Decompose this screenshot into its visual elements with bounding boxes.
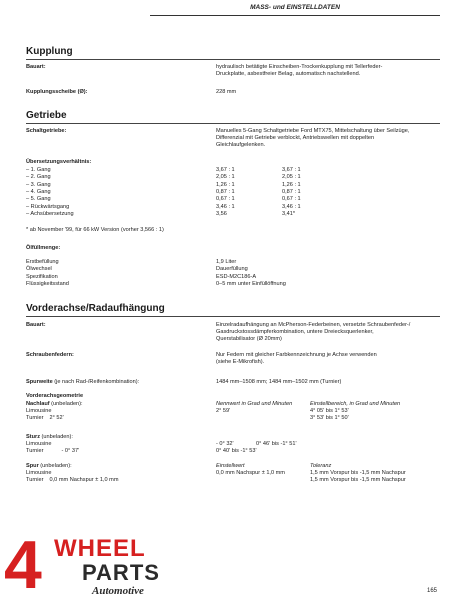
limousine-label: Limousine — [26, 408, 52, 414]
spur-limousine-einstellwert: 0,0 mm Nachspur ± 1,0 mm — [216, 470, 285, 476]
logo-wheel: WHEEL — [54, 535, 146, 562]
section-title-kupplung: Kupplung — [26, 46, 73, 57]
spur-turnier-label: Turnier 0,0 mm Nachspur ± 1,0 mm — [26, 477, 119, 483]
spur-limousine-toleranz: 1,5 mm Vorspur bis -1,5 mm Nachspur — [310, 470, 406, 476]
gear-value: 3,46 : 1 — [216, 203, 235, 210]
nachlauf-limousine-bereich: 4° 05' bis 1° 53' — [310, 408, 349, 414]
kupplung-scheibe-label: Kupplungsscheibe (Ø): — [26, 89, 88, 95]
gear-value: 1,26 : 1 — [282, 181, 301, 188]
oel-value: 0–5 mm unter Einfüllöffnung — [216, 280, 286, 287]
getriebe-bauart-value: Manuelles 5-Gang Schaltgetriebe Ford MTX75, Mittelschaltung über Seilzüge, Differenzial mit Getriebe verblockt, Antriebswellen mit doppelten Gleichlaufgelenken. — [216, 128, 410, 149]
spurweite-value: 1484 mm–1508 mm; 1484 mm–1502 mm (Turnier) — [216, 379, 342, 385]
logo-automotive: Automotive — [92, 585, 144, 597]
gear-value: 0,87 : 1 — [216, 188, 235, 195]
gear-name: – Rückwärtsgang — [26, 203, 70, 210]
gear-value: 3,46 : 1 — [282, 203, 301, 210]
section-divider — [26, 123, 440, 124]
oel-name: Erstbefüllung — [26, 259, 59, 265]
section-title-getriebe: Getriebe — [26, 110, 67, 121]
sturz-turnier-a: 0° 40' bis -1° 53' — [216, 448, 257, 454]
vorderachse-bauart-label: Bauart: — [26, 322, 46, 328]
nennwert-header: Nennwert in Grad und Minuten — [216, 401, 293, 407]
gear-footnote: * ab November '99, für 66 kW Version (vorher 3,566 : 1) — [26, 227, 164, 233]
nachlauf-turnier-bereich: 3° 53' bis 1° 50' — [310, 415, 349, 421]
oel-name: Spezifikation — [26, 273, 58, 280]
vorderachse-bauart-value: Einzelradaufhängung an McPherson-Federbeinen, versetzte Schraubenfeder-/ Gasdruckstossdämpferkombination, untere Dreiecksquerlenker, Querstabilisator (Ø 20mm) — [216, 322, 411, 343]
logo-parts: PARTS — [82, 560, 160, 585]
oel-label: Ölfüllmenge: — [26, 245, 61, 251]
header-divider — [150, 15, 440, 16]
gear-name: – 2. Gang — [26, 174, 51, 181]
spur-label: Spur (unbeladen): — [26, 463, 72, 469]
section-title-vorderachse: Vorderachse/Radaufhängung — [26, 303, 165, 314]
federn-value: Nur Federn mit gleicher Farbkennzeichnung je Achse verwenden (siehe E-Mikrofish). — [216, 352, 377, 366]
gear-name: – Achsübersetzung — [26, 210, 74, 217]
logo-numeral: 4 — [4, 530, 42, 600]
gear-name: – 1. Gang — [26, 167, 51, 173]
kupplung-bauart-label: Bauart: — [26, 64, 46, 70]
section-divider — [26, 316, 440, 317]
sturz-turnier-label: Turnier - 0° 37' — [26, 448, 80, 454]
gear-value: 3,67 : 1 — [282, 167, 301, 173]
gear-value: 0,67 : 1 — [216, 196, 235, 203]
einstellwert-header: Einstellwert — [216, 463, 245, 469]
toleranz-header: Toleranz — [310, 463, 332, 469]
geometrie-title: Vorderachsgeometrie — [26, 393, 84, 399]
gear-value: 0,87 : 1 — [282, 188, 301, 195]
kupplung-bauart-value: hydraulisch betätigte Einscheiben-Trockenkupplung mit Tellerfeder- Druckplatte, asbestfreier Belag, automatisch nachstellend. — [216, 64, 383, 78]
sturz-label: Sturz (unbeladen): — [26, 434, 73, 440]
gear-value: 3,56 — [216, 210, 227, 217]
logo-graphic — [2, 530, 202, 600]
spur-limousine-label: Limousine — [26, 470, 52, 476]
oel-value: ESD-M2C186-A — [216, 273, 257, 280]
oel-value: Dauerfüllung — [216, 266, 248, 273]
page-number: 165 — [426, 588, 437, 594]
sturz-limousine-a: - 0° 32' — [216, 441, 234, 447]
gear-value: 0,67 : 1 — [282, 196, 301, 203]
uebersetzung-label: Übersetzungsverhältnis: — [26, 159, 92, 165]
gear-value: 3,67 : 1 — [216, 167, 235, 173]
gear-value: 2,05 : 1 — [282, 174, 301, 181]
einstellbereich-header: Einstellbereich, in Grad und Minuten — [310, 401, 401, 407]
kupplung-scheibe-value: 228 mm — [216, 89, 237, 95]
gear-value: 3,41* — [282, 210, 296, 217]
page-header-title: MASS- und EINSTELLDATEN — [250, 4, 340, 11]
oel-name: Flüssigkeitsstand — [26, 280, 69, 287]
gear-value: 2,05 : 1 — [216, 174, 235, 181]
gear-name: – 5. Gang — [26, 196, 51, 203]
federn-label: Schraubenfedern: — [26, 352, 74, 358]
section-divider — [26, 59, 440, 60]
turnier-label: Turnier 2° 52' — [26, 415, 64, 421]
nachlauf-label: Nachlauf (unbeladen): — [26, 401, 83, 407]
oel-value: 1,9 Liter — [216, 259, 237, 265]
gear-name: – 3. Gang — [26, 181, 51, 188]
spurweite-label: Spurweite (je nach Rad-/Reifenkombination): — [26, 379, 140, 385]
sturz-limousine-b: 0° 46' bis -1° 51' — [256, 441, 297, 447]
nachlauf-limousine-nennwert: 2° 59' — [216, 408, 231, 414]
getriebe-bauart-label: Schaltgetriebe: — [26, 128, 67, 134]
spur-turnier-toleranz: 1,5 mm Vorspur bis -1,5 mm Nachspur — [310, 477, 406, 483]
sturz-limousine-label: Limousine — [26, 441, 52, 447]
oel-name: Ölwechsel — [26, 266, 52, 273]
gear-value: 1,26 : 1 — [216, 181, 235, 188]
4wheelparts-logo — [2, 530, 202, 600]
gear-name: – 4. Gang — [26, 188, 51, 195]
